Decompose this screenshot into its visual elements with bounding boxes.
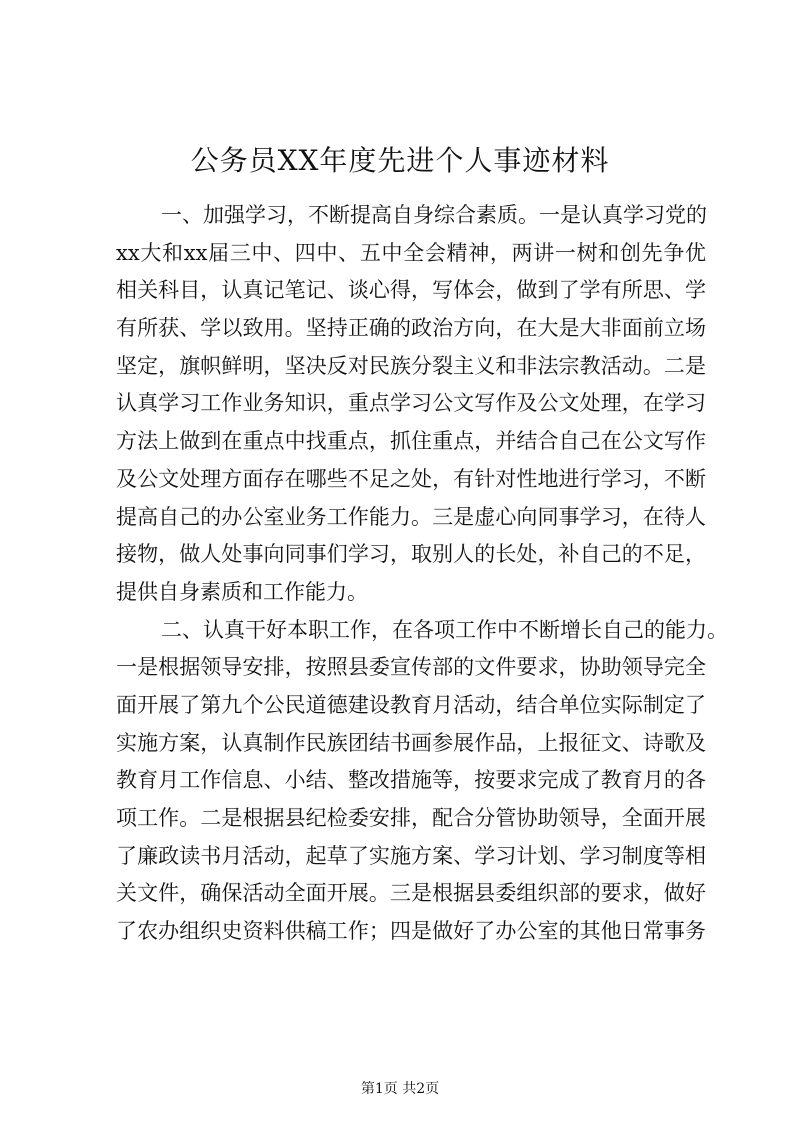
paragraph-2-line: 项工作。二是根据县纪检委安排，配合分管协助领导，全面开展 xyxy=(116,806,706,830)
paragraph-1-line: 提供自身素质和工作能力。 xyxy=(116,579,368,604)
paragraph-1-line: 及公文处理方面存在哪些不足之处，有针对性地进行学习，不断 xyxy=(116,466,706,491)
paragraph-1-line: 接物，做人处事向同事们学习，取别人的长处，补自己的不足， xyxy=(116,542,706,567)
paragraph-2-line: 一是根据领导安排，按照县委宣传部的文件要求，协助领导完全 xyxy=(116,655,706,680)
paragraph-1-line: 坚定，旗帜鲜明，坚决反对民族分裂主义和非法宗教活动。二是 xyxy=(116,353,706,378)
paragraph-2-line: 教育月工作信息、小结、整改措施等，按要求完成了教育月的各 xyxy=(116,768,706,793)
paragraph-2-line: 实施方案，认真制作民族团结书画参展作品，上报征文、诗歌及 xyxy=(116,730,706,755)
paragraph-2-line: 了廉政读书月活动，起草了实施方案、学习计划、学习制度等相 xyxy=(116,843,706,868)
paragraph-2-line: 了农办组织史资料供稿工作；四是做好了办公室的其他日常事务 xyxy=(116,919,706,944)
paragraph-2-line: 关文件，确保活动全面开展。三是根据县委组织部的要求，做好 xyxy=(116,881,706,906)
paragraph-1-line: 一、加强学习，不断提高自身综合素质。一是认真学习党的 xyxy=(161,203,707,227)
paragraph-1-line: 相关科目，认真记笔记、谈心得，写体会，做到了学有所思、学 xyxy=(116,278,706,303)
paragraph-1-line: xx大和xx届三中、四中、五中全会精神，两讲一树和创先争优 xyxy=(116,240,706,265)
paragraph-1-line: 认真学习工作业务知识，重点学习公文写作及公文处理，在学习 xyxy=(116,391,706,416)
paragraph-2-line: 二、认真干好本职工作，在各项工作中不断增长自己的能力。 xyxy=(161,617,728,642)
document-body xyxy=(116,197,728,951)
paragraph-1-line: 有所获、学以致用。坚持正确的政治方向，在大是大非面前立场 xyxy=(116,316,706,341)
paragraph-2-line: 面开展了第九个公民道德建设教育月活动，结合单位实际制定了 xyxy=(116,692,706,717)
paragraph-1-line: 方法上做到在重点中找重点，抓住重点，并结合自己在公文写作 xyxy=(116,429,706,454)
paragraph-1-line: 提高自己的办公室业务工作能力。三是虚心向同事学习，在待人 xyxy=(116,504,706,529)
document-title: 公务员XX年度先进个人事迹材料 xyxy=(190,144,610,177)
page-footer: 第1页 共2页 xyxy=(360,1081,440,1097)
